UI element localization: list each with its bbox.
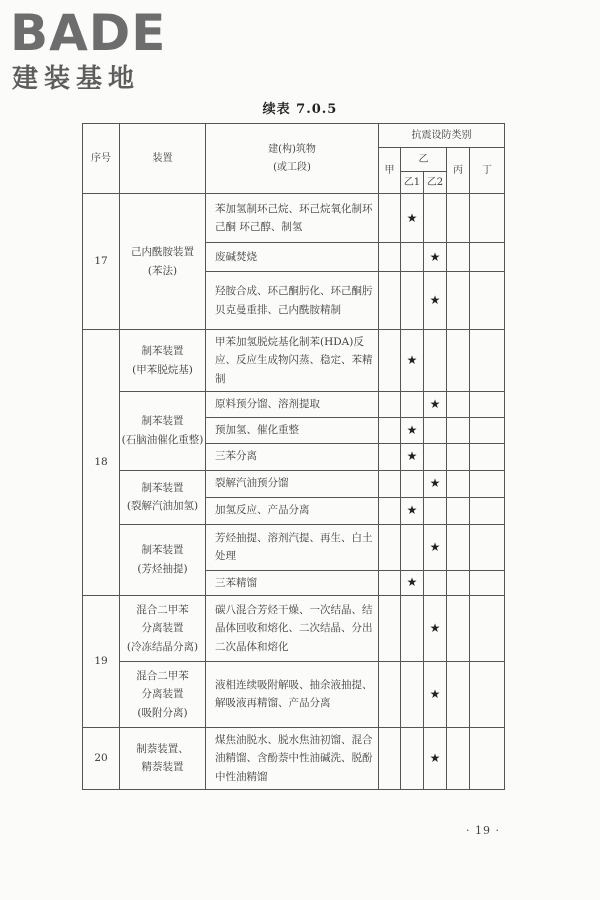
row-process: 预加氢、催化重整 xyxy=(206,417,379,443)
row-seq: 17 xyxy=(83,194,120,330)
row-process: 甲苯加氢脱烷基化制苯(HDA)反应、反应生成物闪蒸、稳定、苯精制 xyxy=(206,330,379,392)
star-mark: ★ xyxy=(401,330,424,392)
row-process: 芳烃抽提、溶剂汽提、再生、白土处理 xyxy=(206,524,379,570)
header-yi2: 乙2 xyxy=(424,172,447,194)
row-device: 混合二甲苯 分离装置 (吸附分离) xyxy=(120,661,206,727)
row-process: 废碱焚烧 xyxy=(206,243,379,272)
star-mark: ★ xyxy=(424,595,447,661)
star-mark: ★ xyxy=(424,661,447,727)
star-mark: ★ xyxy=(424,272,447,330)
page-number: · 19 · xyxy=(466,824,500,837)
logo-title: BADE xyxy=(10,4,167,62)
row-process: 羟胺合成、环己酮肟化、环己酮肟贝克曼重排、己内酰胺精制 xyxy=(206,272,379,330)
table-row xyxy=(83,661,505,727)
logo xyxy=(10,6,190,98)
table-row xyxy=(83,194,505,243)
star-mark: ★ xyxy=(401,497,424,524)
star-mark: ★ xyxy=(401,570,424,595)
row-device: 制苯装置 (芳烃抽提) xyxy=(120,524,206,595)
star-mark: ★ xyxy=(424,243,447,272)
header-bing: 丙 xyxy=(447,148,470,194)
header-seq: 序号 xyxy=(83,124,120,194)
row-device: 制苯装置 (裂解汽油加氢) xyxy=(120,470,206,524)
star-mark: ★ xyxy=(424,524,447,570)
row-process: 三苯分离 xyxy=(206,443,379,470)
star-mark: ★ xyxy=(401,443,424,470)
star-mark: ★ xyxy=(424,470,447,497)
row-device: 制萘装置、 精萘装置 xyxy=(120,727,206,789)
star-mark: ★ xyxy=(424,727,447,789)
row-process: 裂解汽油预分馏 xyxy=(206,470,379,497)
row-process: 苯加氢制环己烷、环己烷氧化制环己酮 环己醇、制氢 xyxy=(206,194,379,243)
header-category: 抗震设防类别 xyxy=(379,124,505,148)
seismic-category-table xyxy=(82,123,505,790)
table-row xyxy=(83,595,505,661)
row-device: 制苯装置 (甲苯脱烷基) xyxy=(120,330,206,392)
header-device: 装置 xyxy=(120,124,206,194)
header-building: 建(构)筑物 (或工段) xyxy=(206,124,379,194)
row-process: 三苯精馏 xyxy=(206,570,379,595)
row-seq: 20 xyxy=(83,727,120,789)
table-caption: 续表 7.0.5 xyxy=(262,102,338,117)
row-process: 煤焦油脱水、脱水焦油初馏、混合油精馏、含酚萘中性油碱洗、脱酚中性油精馏 xyxy=(206,727,379,789)
table-row xyxy=(83,727,505,789)
row-process: 碳八混合芳烃干燥、一次结晶、结晶体回收和熔化、二次结晶、分出二次晶体和熔化 xyxy=(206,595,379,661)
header-yi1: 乙1 xyxy=(401,172,424,194)
row-device: 制苯装置 (石脑油催化重整) xyxy=(120,392,206,470)
row-process: 加氢反应、产品分离 xyxy=(206,497,379,524)
star-mark: ★ xyxy=(401,194,424,243)
row-process: 原料预分馏、溶剂提取 xyxy=(206,392,379,417)
table-row xyxy=(83,392,505,417)
logo-subtitle: 建装基地 xyxy=(12,64,141,94)
row-process: 液相连续吸附解吸、抽余液抽提、解吸液再精馏、产品分离 xyxy=(206,661,379,727)
header-yi: 乙 xyxy=(401,148,447,172)
header-jia: 甲 xyxy=(379,148,401,194)
row-seq: 18 xyxy=(83,330,120,596)
row-seq: 19 xyxy=(83,595,120,727)
table-row xyxy=(83,330,505,392)
star-mark: ★ xyxy=(424,392,447,417)
table-row xyxy=(83,470,505,497)
table-row xyxy=(83,524,505,570)
row-device: 己内酰胺装置 (苯法) xyxy=(120,194,206,330)
header-ding: 丁 xyxy=(470,148,505,194)
star-mark: ★ xyxy=(401,417,424,443)
row-device: 混合二甲苯 分离装置 (冷冻结晶分离) xyxy=(120,595,206,661)
